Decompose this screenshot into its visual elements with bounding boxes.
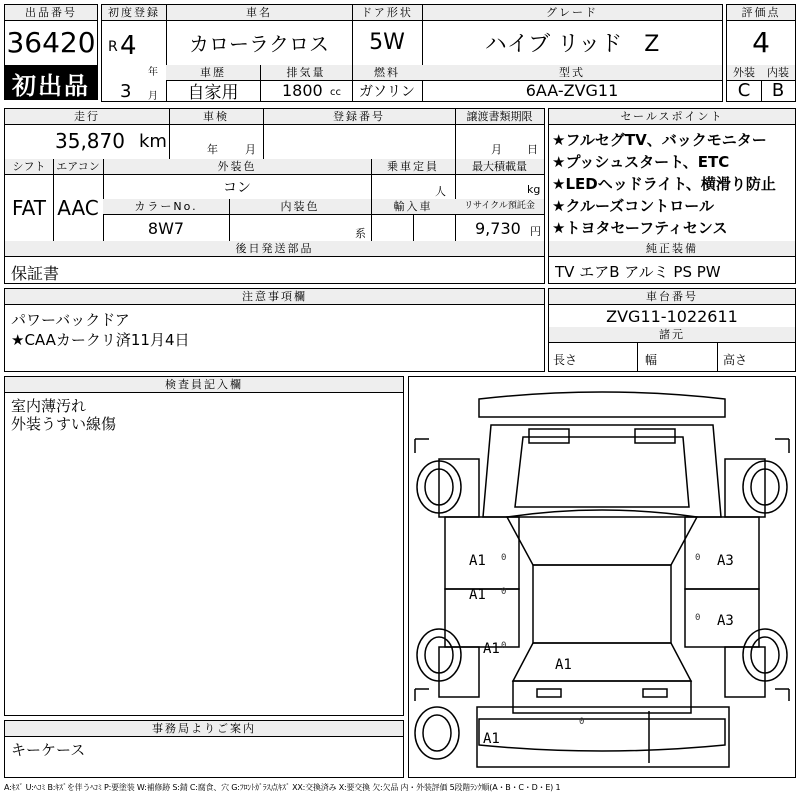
length-label: 長さ — [553, 353, 578, 367]
first-reg-label: 初度登録 — [102, 5, 166, 21]
tire-mark: 0 — [501, 587, 507, 597]
car-history: 自家用 — [187, 83, 239, 101]
load-label: 最大積載量 — [455, 159, 544, 175]
damage-mark: A3 — [717, 553, 734, 569]
shipped-parts-label: 後日発送部品 — [5, 241, 544, 257]
inspector-line: 外装うすい線傷 — [11, 415, 117, 433]
model-code: 6AA-ZVG11 — [525, 81, 619, 100]
car-diagram-box — [408, 376, 796, 778]
history-label: 車歴 — [166, 65, 260, 81]
tire-mark: 0 — [501, 641, 507, 651]
interior-grade: B — [771, 80, 785, 101]
displacement: 1800 — [282, 81, 323, 100]
damage-legend: A:ｷｽﾞ U:ﾍｺﾐ B:ｷｽﾞを伴うﾍｺﾐ P:要塗装 W:補修跡 S:錆 C:腐食、穴 G:ﾌﾛﾝﾄｶﾞﾗｽ点ｷｽﾞ XX:交換済み X:要交換 欠:欠品 内・外装評価 5段階ﾗﾝｸ順(A・B・C・D・E) 1 — [4, 783, 561, 792]
car-name: カローラクロス — [189, 32, 329, 56]
notes-label: 注意事項欄 — [5, 289, 544, 305]
ext-color-label: 外装色 — [103, 159, 371, 175]
sales-points-label: セールスポイント — [549, 109, 795, 125]
mileage-label: 走行 — [5, 109, 169, 125]
damage-mark: A1 — [469, 587, 486, 603]
mileage: 35,870 — [55, 129, 125, 153]
interior-grade-label: 内装 — [761, 65, 795, 81]
car-name-label: 車名 — [166, 5, 352, 21]
fuel-label: 燃料 — [352, 65, 422, 81]
transfer-label: 譲渡書類期限 — [455, 109, 544, 125]
recycle-unit: 円 — [530, 225, 541, 238]
note-line: パワーバックドア — [11, 311, 130, 329]
year-unit: 年 — [148, 67, 158, 78]
color-no: 8W7 — [147, 218, 185, 238]
recycle-amount: 9,730 — [475, 219, 521, 238]
mileage-unit: km — [139, 131, 167, 152]
shipped-parts: 保証書 — [11, 264, 60, 283]
fuel: ガソリン — [359, 83, 415, 100]
notes-box — [4, 288, 545, 372]
tire-mark: 0 — [695, 613, 701, 623]
model-code-label: 型式 — [422, 65, 722, 81]
inspection-month-unit: 月 — [245, 143, 256, 156]
import-label: 輸入車 — [371, 199, 455, 215]
first-listing-badge: 初出品 — [4, 66, 98, 100]
capacity-unit: 人 — [435, 185, 446, 198]
inspection-label: 車検 — [169, 109, 263, 125]
chassis-label: 車台番号 — [549, 289, 795, 305]
int-color-suffix: 系 — [355, 227, 366, 240]
office-box — [4, 720, 404, 778]
registration-label: 登録番号 — [263, 109, 455, 125]
width-label: 幅 — [645, 353, 658, 367]
chassis-box — [548, 288, 796, 372]
capacity-label: 乗車定員 — [371, 159, 455, 175]
shift-label: シフト — [5, 159, 53, 175]
sales-point-item: ★クルーズコントロール — [552, 197, 714, 215]
recycle-label: リサイクル預託金 — [455, 199, 544, 215]
lot-number: 36420 — [6, 26, 96, 59]
lot-number-box — [4, 4, 98, 66]
lot-number-label: 出品番号 — [5, 5, 97, 21]
sales-points-box — [548, 108, 796, 284]
genuine-equipment: TV エアB アルミ PS PW — [555, 263, 721, 281]
car-diagram — [409, 377, 795, 777]
displacement-label: 排気量 — [260, 65, 352, 81]
load-unit: kg — [527, 183, 541, 196]
damage-mark: A1 — [555, 657, 572, 673]
sales-point-item: ★LEDヘッドライト、横滑り防止 — [552, 175, 776, 193]
exterior-grade-label: 外装 — [727, 65, 761, 81]
inspection-year-unit: 年 — [207, 143, 218, 156]
damage-mark: A1 — [483, 641, 500, 657]
damage-mark: A1 — [483, 731, 500, 747]
tire-mark: 0 — [501, 553, 507, 563]
score: 4 — [752, 26, 770, 59]
header-table — [101, 4, 723, 102]
transfer-day-unit: 日 — [527, 143, 538, 156]
inspector-line: 室内薄汚れ — [11, 397, 87, 415]
genuine-equipment-label: 純正装備 — [549, 241, 795, 257]
displacement-unit: cc — [330, 87, 341, 98]
dims-label: 諸元 — [549, 327, 795, 343]
ext-color: コン — [223, 180, 251, 196]
grade-label: グレード — [422, 5, 722, 21]
reg-month: 3 — [120, 81, 132, 102]
shift: FAT — [11, 196, 46, 220]
month-unit: 月 — [148, 91, 158, 102]
sales-point-item: ★フルセグTV、バックモニター — [552, 131, 767, 149]
color-no-label: カラーNo. — [103, 199, 229, 215]
ac-label: エアコン — [53, 159, 103, 175]
era-mark: R — [108, 39, 118, 55]
sales-point-item: ★プッシュスタート、ETC — [552, 153, 730, 171]
reg-year: 4 — [120, 31, 137, 61]
damage-mark: A3 — [717, 613, 734, 629]
score-box — [726, 4, 796, 102]
note-line: ★CAAカークリ済11月4日 — [11, 331, 190, 349]
sales-point-item: ★トヨタセーフティセンス — [552, 219, 728, 237]
damage-mark: A1 — [469, 553, 486, 569]
door-type: 5W — [369, 30, 405, 55]
chassis-number: ZVG11-1022611 — [606, 306, 738, 326]
inspector-box — [4, 376, 404, 716]
score-label: 評価点 — [727, 5, 795, 21]
exterior-grade: C — [737, 80, 751, 101]
office-text: キーケース — [11, 741, 86, 759]
door-label: ドア形状 — [352, 5, 422, 21]
inspector-label: 検査員記入欄 — [5, 377, 403, 393]
office-label: 事務局よりご案内 — [5, 721, 403, 737]
transfer-month-unit: 月 — [491, 143, 502, 156]
ac: AAC — [57, 196, 99, 220]
height-label: 高さ — [723, 353, 748, 367]
details-table — [4, 108, 545, 284]
tire-mark: 0 — [695, 553, 701, 563]
int-color-label: 内装色 — [229, 199, 371, 215]
grade: ハイブ リッド Z — [484, 32, 660, 57]
tire-mark: 0 — [579, 717, 585, 727]
